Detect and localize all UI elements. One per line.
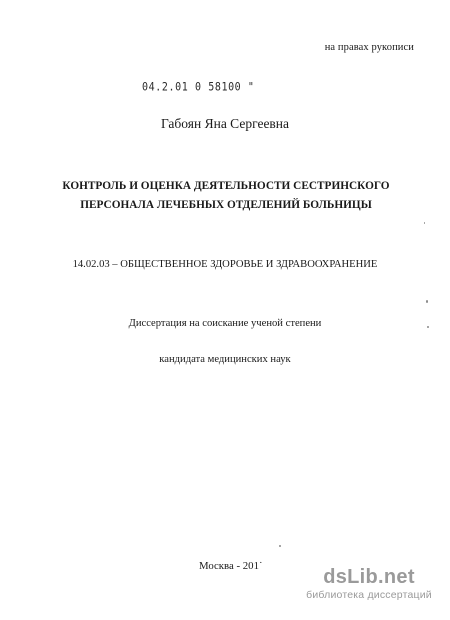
archive-stamp: 04.2.01 0 58100 " bbox=[142, 81, 255, 94]
title-line-2: ПЕРСОНАЛА ЛЕЧЕБНЫХ ОТДЕЛЕНИЙ БОЛЬНИЦЫ bbox=[80, 199, 372, 212]
dissertation-title bbox=[50, 177, 402, 216]
scan-speck bbox=[279, 545, 281, 547]
city-year: Москва - 201˙ bbox=[199, 560, 263, 572]
author-name: Габоян Яна Сергеевна bbox=[160, 116, 290, 131]
title-line-1: КОНТРОЛЬ И ОЦЕНКА ДЕЯТЕЛЬНОСТИ СЕСТРИНСКОГО bbox=[62, 180, 390, 192]
specialty-code: 14.02.03 – ОБЩЕСТВЕННОЕ ЗДОРОВЬЕ И ЗДРАВООХРАНЕНИЕ bbox=[72, 259, 378, 270]
degree-statement: Диссертация на соискание ученой степени bbox=[128, 318, 322, 329]
degree-field: кандидата медицинских наук bbox=[159, 354, 291, 365]
scan-speck bbox=[426, 300, 428, 303]
scan-speck bbox=[424, 222, 425, 224]
site-watermark bbox=[302, 566, 436, 602]
watermark-logo: dsLib.net bbox=[323, 566, 415, 588]
rights-note: на правах рукописи bbox=[324, 42, 414, 53]
watermark-caption: библиотека диссертаций bbox=[306, 589, 432, 601]
scan-speck bbox=[427, 326, 429, 328]
